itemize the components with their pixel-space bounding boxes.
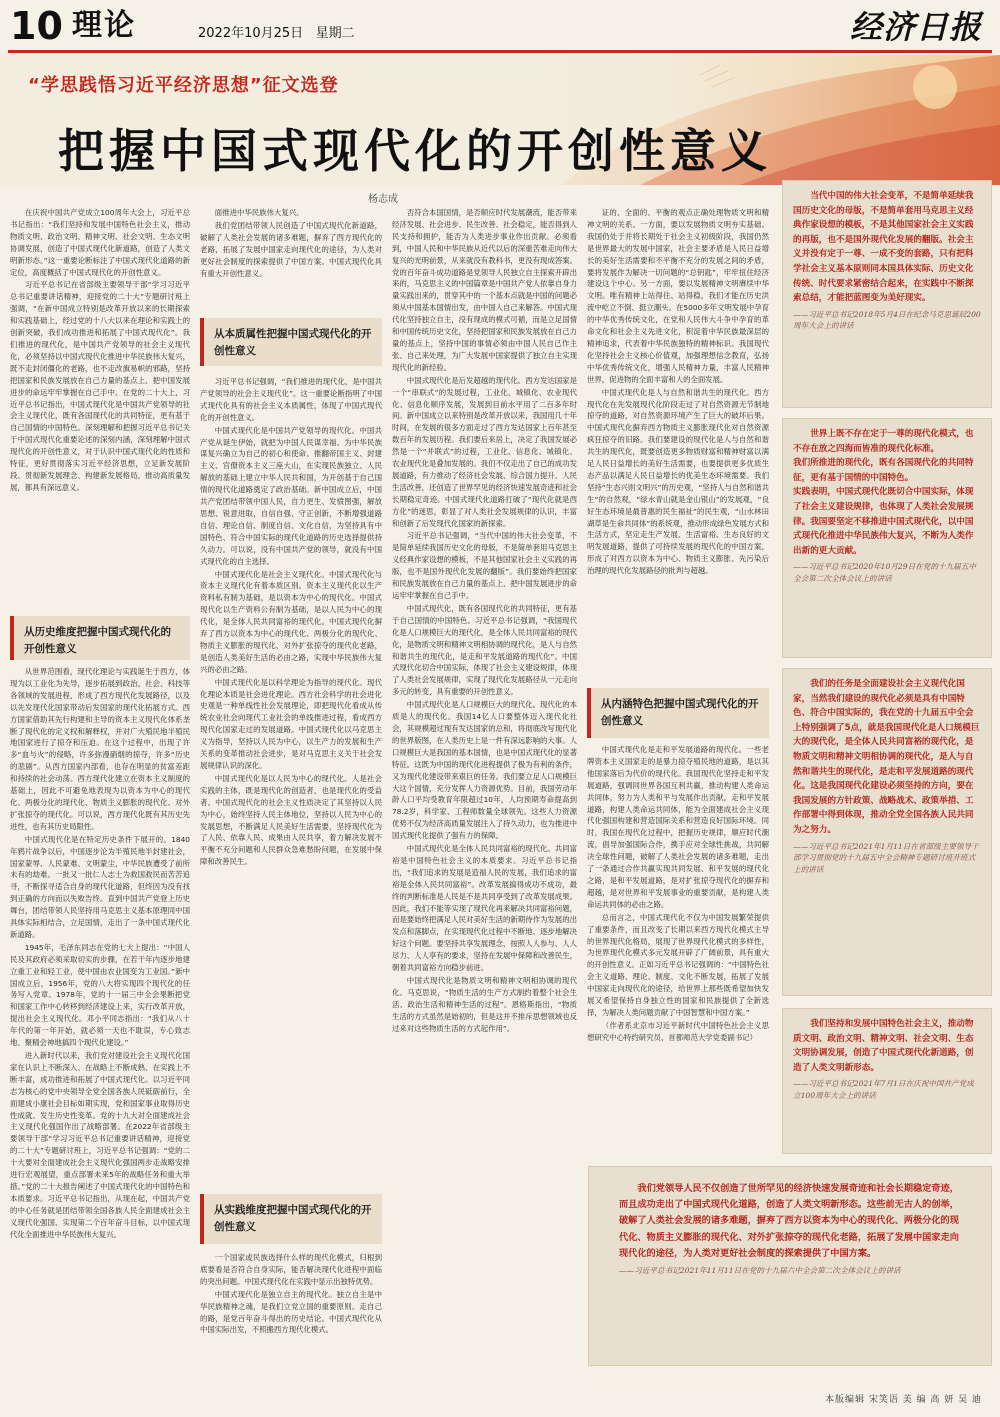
- paragraph: 中国式现代化是社会主义现代化。中国式现代化与资本主义现代化有着本质区别。资本主义现代化以生产资料私有制为基础，是以资本为中心的现代化。中国式现代化以生产资料公有制为基础，是以人民为中心的现代化，是全体人民共同富裕的现代化。中国式现代化摒弃了西方以资本为中心的现代化、两极分化的现代化、物质主义膨胀的现代化、对外扩张掠夺的现代化老路，是创造人类美好生活的必由之路，实现中华民族伟大复兴的必由之路。: [200, 569, 382, 674]
- paragraph: 否符合本国国情，是否顺应时代发展潮流，能否带来经济发展、社会进步、民生改善、社会稳定，能否得到人民支持和拥护，能否为人类进步事业作出贡献。必须看到，中国人民和中华民族从近代以后的深重苦难走向伟大复兴的光明前景，从来就没有教科书，更没有现成答案。党的百年奋斗成功道路是党领导人民独立自主探索开辟出来的，马克思主义的中国篇章是中国共产党人依靠自身力量实践出来的，贯穿其中的一个基本点就是中国的问题必须从中国基本国情出发，由中国人自己来解答。中国式现代化坚持独立自主，没有现成的模式可循，而是立足国情和中国传统历史文化，坚持把国家和民族发展放在自己力量的基点上，坚持中国的事情必须由中国人民自己作主张、自己来处理，为广大发展中国家提供了独立自主实现现代化的新经验。: [392, 208, 577, 372]
- article-column-2b: [200, 376, 382, 1184]
- quote-box-5: [588, 1166, 992, 1366]
- paragraph: 中国式现代化是以科学理论为指导的现代化。现代化理论本质是社会进化理论。西方社会科学的社会进化史观是一种单线性社会发展理论，即把现代化看成从传统农业社会向现代工业社会的单线推进过程，看成西方现代化国家走过的发展道路。中国式现代化以马克思主义为指导，坚持以人民为中心，以生产力的发展和生产关系的变革推动社会进步，是对马克思主义关于社会发展规律认识的深化。: [200, 677, 382, 770]
- paragraph: 证的、全面的、平衡的观点正确处理物质文明和精神文明的关系。一方面，要以发展物质文明夯实基础。我国仍处于并将长期处于社会主义初级阶段，我国仍然是世界最大的发展中国家，社会主要矛盾是人民日益增长的美好生活需要和不平衡不充分的发展之间的矛盾，要将发展作为解决一切问题的“总钥匙”，牢牢扭住经济建设这个中心。另一方面，要以发展精神文明赓续中华文明。唯有精神上站得住、站得稳，我们才能在历史洪流中屹立不倒、挺立潮头。在5000多年文明发展中孕育的中华优秀传统文化，在党和人民伟大斗争中孕育的革命文化和社会主义先进文化，积淀着中华民族最深层的精神追求，代表着中华民族独特的精神标识。我国现代化坚持社会主义核心价值观，加强理想信念教育，弘扬中华优秀传统文化，增强人民精神力量，丰富人民精神世界，促进物的全面丰富和人的全面发展。: [587, 208, 769, 384]
- subhead-essence: 从本质属性把握中国式现代化的开创性意义: [200, 318, 382, 366]
- quote-text: 我们党领导人民不仅创造了世所罕见的经济快速发展奇迹和社会长期稳定奇迹，而且成功走出了中国式现代化道路，创造了人类文明新形态。这些前无古人的创举，破解了人类社会发展的诸多难题，摒弃了西方以资本为中心的现代化、两极分化的现代化、物质主义膨胀的现代化、对外扩张掠夺的现代化老路，拓展了发展中国家走向现代化的途径，为人类对更好社会制度的探索提供了中国方案。: [619, 1183, 959, 1259]
- article-column-3: [392, 207, 577, 1404]
- masthead: [0, 0, 1000, 60]
- paragraph: 面推进中华民族伟大复兴。: [214, 208, 304, 217]
- top-rule: [8, 50, 992, 53]
- paragraph: 从世界范围看，现代化理论与实践诞生于西方，体现为以工业化为先导，逐步拓展到政治、社会、科技等各领域的发展进程，形成了西方现代化发展路径，以及以先发现代化国家带动后发国家的现代化拓展方式。西方国家借助其先行构建和主导的资本主义现代化体系垄断了现代化的定义权和解释权，并对广大殖民地半殖民地国家进行了掠夺和压迫。在这个过程中，出现了许多“血与火”的侵略，许多弥漫硝烟的掠夺，许多“历史的悲剧”。从西方国家内部看，也存在明显的贫富差距和持续的社会动荡。西方现代化建立在资本主义制度的基础上，因此不可避免地表现为以资本为中心的现代化、两极分化的现代化、物质主义膨胀的现代化、对外扩张掠夺的现代化。可以说，西方现代化既有其历史先进性，也有其历史局限性。: [10, 667, 190, 831]
- quote-text: 我们的任务是全面建设社会主义现代化国家，当然我们建设的现代化必须是具有中国特色、符合中国实际的，我在党的十九届五中全会上特别强调了5点，就是我国现代化是人口规模巨大的现代化，是全体人民共同富裕的现代化，是物质文明和精神文明相协调的现代化，是人与自然和谐共生的现代化，是走和平发展道路的现代化。这是我国现代化建设必须坚持的方向，要在我国发展的方针政策、战略战术、政策举措、工作部署中得到体现，推动全党全国各族人民共同为之努力。: [793, 679, 980, 835]
- quote-box-1: [782, 180, 992, 408]
- article-column-2: [200, 207, 382, 302]
- issue-date: [198, 22, 355, 41]
- section-name: 理论: [72, 8, 136, 43]
- page-number: 10: [10, 4, 63, 48]
- quote-box-4: [782, 1008, 992, 1154]
- quote-text: 世界上既不存在定于一尊的现代化模式，也不存在放之四海而皆准的现代化标准。 我们所推进的现代化，既有各国现代化的共同特征，更有基于国情的中国特色。 实践表明，中国式现代化既切合中国实际，体现了社会主义建设规律，也体现了人类社会发展规律。我国要坚定不移推进中国式现代化，以中国式现代化推进中华民族伟大复兴，不断为人类作出新的更大贡献。: [793, 429, 974, 556]
- article-column-2c: [200, 1252, 382, 1404]
- subhead-connotation: 从内涵特色把握中国式现代化的开创性意义: [587, 688, 769, 738]
- quote-box-2: [782, 418, 992, 658]
- paragraph: 中国式现代化是中国共产党领导的现代化。中国共产党从诞生伊始，就把为中国人民谋幸福、为中华民族谋复兴确立为自己的初心和使命。推翻帝国主义、封建主义、官僚资本主义三座大山，在实现民族独立、人民解放的基础上建立中华人民共和国，为开创基于自己国情的现代化道路奠定了政治基础。新中国成立后，中国共产党团结带领中国人民，自力更生、发愤图强，解放思想、锐意进取，自信自强、守正创新，不断增强道路自信、理论自信、制度自信、文化自信，为坚持具有中国特色、符合中国实际的现代化道路的历史选择提供持久动力。可以说，没有中国共产党的领导，就没有中国式现代化的自主选择。: [200, 425, 382, 566]
- quote-source: ——习近平总书记2020年10月29日在党的十九届五中全会第二次全体会议上的讲话: [793, 562, 976, 583]
- paragraph: 中国式现代化是物质文明和精神文明相协调的现代化。马克思说，“物质生活的生产方式制约着整个社会生活、政治生活和精神生活的过程”。恩格斯指出，“物质生活的方式虽然是始初的，但是这并不排斥思想领域也反过来对这些物质生活的方式起作用”。: [392, 976, 577, 1033]
- paragraph: 一个国家或民族选择什么样的现代化模式，归根到底要看是否符合自身实际，能否解决现代化进程中面临的突出问题。中国式现代化在实践中显示出独特优势。: [200, 1253, 382, 1286]
- paragraph: 中国式现代化是在特定历史条件下展开的。1840年鸦片战争以后，中国逐步沦为半殖民地半封建社会，国家蒙辱、人民蒙难、文明蒙尘，中华民族遭受了前所未有的劫难。一批又一批仁人志士为救国救民而苦苦追寻，不断探寻适合自身的现代化道路，但终因为没有找到正确的方向而以失败告终。直到中国共产党登上历史舞台，团结带领人民坚持用马克思主义基本原理同中国具体实际相结合，立足国情，走出了一条中国式现代化新道路。: [10, 834, 190, 939]
- paragraph: 中国式现代化，既有各国现代化的共同特征，更有基于自己国情的中国特色。习近平总书记强调，“我国现代化是人口规模巨大的现代化，是全体人民共同富裕的现代化，是物质文明和精神文明相协调的现代化，是人与自然和谐共生的现代化，是走和平发展道路的现代化”。中国式现代化切合中国实际，体现了社会主义建设规律，体现了人类社会发展规律，实现了现代化发展路径从一元走向多元的转变，具有重要的开创性意义。: [392, 603, 577, 697]
- subhead-practice: 从实践维度把握中国式现代化的开创性意义: [200, 1194, 382, 1244]
- quote-source: ——习近平总书记2018年5月4日在纪念马克思诞辰200周年大会上的讲话: [793, 309, 981, 331]
- banner: [0, 55, 1000, 185]
- quote-source: ——习近平总书记2021年7月1日在庆祝中国共产党成立100周年大会上的讲话: [793, 1079, 974, 1100]
- newspaper-logo: 经济日报: [849, 8, 982, 46]
- editor-credits: 本版编辑 宋笑语 美 编 高 妍 吴 迪: [824, 1395, 982, 1405]
- paragraph: 我们党团结带领人民创造了中国式现代化新道路，破解了人类社会发展的诸多难题，摒弃了西方现代化的老路，拓展了发展中国家走向现代化的途径，为人类对更好社会制度的探索提供了中国方案。中国式现代化具有重大开创性意义。: [200, 220, 382, 278]
- article-column-4: [587, 207, 769, 680]
- weekday: 星期二: [315, 26, 355, 41]
- paragraph: 中国式现代化是独立自主的现代化。独立自主是中华民族精神之魂，是我们立党立国的重要原则。走自己的路，是党百年奋斗得出的历史结论。中国式现代化从中国实际出发，不照搬西方现代化模式。: [200, 1289, 382, 1335]
- quote-box-3: [782, 668, 992, 996]
- paragraph: 中国式现代化是人与自然和谐共生的现代化。西方现代化在先发展现代化阶段走过了对自然资源无节制地掠夺的道路，对自然资源环境产生了巨大的破坏后果。中国式现代化摒弃西方物质主义膨胀现代化对自然资源疯狂掠夺的旧路。我们要建设的现代化是人与自然和谐共生的现代化，既要创造更多物质财富和精神财富以满足人民日益增长的美好生活需要，也要提供更多优质生态产品以满足人民日益增长的优美生态环境需要。我们坚持“生态兴则文明兴”的历史观，“坚持人与自然和谐共生”的自然观，“绿水青山就是金山银山”的发展观，“良好生态环境是最普惠的民生福祉”的民生观，“山水林田湖草是生命共同体”的系统观，推动形成绿色发展方式和生活方式，坚定走生产发展、生活富裕、生态良好的文明发展道路，提供了可持续发展的现代化的中国方案，形成了对西方以资本为中心、物质主义膨胀、先污染后治理的现代化发展路径的批判与超越。: [587, 387, 769, 576]
- quote-source: ——习近平总书记2021年1月11日在省部级主要领导干部学习贯彻党的十九届五中全会精神专题研讨班开班式上的讲话: [793, 841, 979, 874]
- paragraph: 中国式现代化是人口规模巨大的现代化。现代化的本质是人的现代化。我国14亿人口要整体迈入现代化社会，其规模超过现有发达国家的总和，将彻底改写现代化的世界版图，在人类历史上是一件有深远影响的大事。人口规模巨大是我国的基本国情，也是中国式现代化的显著特征。这既为中国的现代化进程提供了极为有利的条件，又为现代化建设带来艰巨的任务。我们要立足人口规模巨大这个国情，充分发挥人力资源优势。目前，我国劳动年龄人口平均受教育年限超过10年，人均预期寿命提高到78.2岁，科学家、工程师数量全球领先。这些人力资源优势不仅为经济高质量发展注入了持久动力，也为推进中国式现代化提供了强有力的保障。: [392, 700, 577, 841]
- paragraph: 1945年，毛泽东同志在党的七大上提出：“中国人民及其政府必须采取切实的步骤，在若干年内逐步地建立重工业和轻工业，使中国由农业国变为工业国。”新中国成立后，1956年，党的八大将实现四个现代化的任务写入党章。1978年，党的十一届三中全会果断把党和国家工作中心转移到经济建设上来，实行改革开放，提出社会主义现代化。邓小平同志指出：“我们从八十年代的第一年开始，就必须一天也不耽误，专心致志地、聚精会神地搞四个现代化建设。”: [10, 942, 190, 1048]
- article-column-1: [10, 207, 190, 607]
- date: 2022年10月25日: [198, 26, 304, 41]
- paragraph: 习近平总书记强调，“当代中国的伟大社会变革，不是简单延续我国历史文化的母版，不是简单套用马克思主义经典作家设想的模板，不是其他国家社会主义实践的再版，也不是国外现代化发展的翻版”。我们要始终把国家和民族发展放在自己力量的基点上、把中国发展进步的命运牢牢掌握在自己手中。: [392, 531, 577, 600]
- paragraph: 习近平总书记在省部级主要领导干部“学习习近平总书记重要讲话精神，迎接党的二十大”专题研讨班上强调，“在新中国成立特别是改革开放以来的长期探索和实践基础上，经过党的十八大以来在理论和实践上的创新突破，我们成功推进和拓展了中国式现代化”。我们推进的现代化，是中国共产党领导的社会主义现代化，必须坚持以中国式现代化推进中华民族伟大复兴，既不走封闭僵化的老路，也不走改旗易帜的邪路，坚持把国家和民族发展放在自己力量的基点上、把中国发展进步的命运牢牢掌握在自己手中。在党的二十大上，习近平总书记指出，中国式现代化是中国共产党领导的社会主义现代化，既有各国现代化的共同特征，更有基于自己国情的中国特色。深刻理解和把握习近平总书记关于中国式现代化重要论述的深刻内涵，深刻理解中国式现代化的开创性意义，对于认识中国式现代化的性质和特征，更好贯彻落实习近平经济思想，立足新发展阶段、贯彻新发展理念、构建新发展格局、推动高质量发展，都具有深远意义。: [10, 280, 190, 492]
- quote-source: ——习近平总书记2021年11月11日在党的十九届六中全会第二次全体会议上的讲话: [619, 1266, 901, 1276]
- byline: 杨志成: [368, 194, 398, 205]
- paragraph: 在庆祝中国共产党成立100周年大会上，习近平总书记指出：“我们坚持和发展中国特色社会主义，推动物质文明、政治文明、精神文明、社会文明、生态文明协调发展，创造了中国式现代化新道路，创造了人类文明新形态。”这一重要论断标注了中国式现代化道路的新定位，高度概括了中国式现代化的开创性意义。: [10, 208, 190, 277]
- headline: 把握中国式现代化的开创性意义: [58, 124, 772, 178]
- column-tag: “学思践悟习近平经济思想”征文选登: [28, 75, 339, 96]
- quote-text: 当代中国的伟大社会变革，不是简单延续我国历史文化的母版，不是简单套用马克思主义经典作家设想的模板，不是其他国家社会主义实践的再版，也不是国外现代化发展的翻版。社会主义并没有定于一尊、一成不变的套路，只有把科学社会主义基本原则同本国具体实际、历史文化传统、时代要求紧密结合起来，在实践中不断探索总结，才能把蓝图变为美好现实。: [793, 191, 974, 304]
- paragraph: 中国式现代化是后发超越的现代化。西方发达国家是一个“串联式”的发展过程，工业化、城镇化、农业现代化、信息化顺序发展，发展到目前水平用了二百多年时间。新中国成立以来特别是改革开放以来，我国用几十年时间，在发展的很多方面走过了西方发达国家上百年甚至数百年的发展历程。我们要后来居上，决定了我国发展必然是一个“并联式”的过程，工业化、信息化、城镇化、农业现代化是叠加发展的。我们不仅走出了自己的成功发展道路，有力推动了经济社会发展、综合国力提升、人民生活改善，还创造了世界罕见的经济快速发展奇迹和社会长期稳定奇迹。中国式现代化道路打破了“现代化就是西方化”的迷思，彰显了对人类社会发展规律的认识，丰富和创新了后发现代化国家的新探索。: [392, 375, 577, 528]
- paragraph: 中国式现代化是以人民为中心的现代化。人是社会实践的主体，既是现代化的创造者，也是现代化的受益者。中国式现代化的社会主义性质决定了其坚持以人民为中心，始终坚持人民主体地位，坚持以人民为中心的发展思想，不断满足人民美好生活需要，坚持现代化为了人民、依靠人民、成果由人民共享，着力解决发展不平衡不充分问题和人民群众急难愁盼问题，在发展中保障和改善民生。: [200, 773, 382, 867]
- subhead-history: 从历史维度把握中国式现代化的开创性意义: [10, 616, 190, 660]
- quote-text: 我们坚持和发展中国特色社会主义，推动物质文明、政治文明、精神文明、社会文明、生态文明协调发展，创造了中国式现代化新道路，创造了人类文明新形态。: [793, 1019, 974, 1073]
- paragraph: 习近平总书记强调，“我们推进的现代化，是中国共产党领导的社会主义现代化”。这一重要论断指明了中国式现代化具有的社会主义本质属性，体现了中国式现代化的开创性意义。: [200, 377, 382, 422]
- paragraph: 中国式现代化是走和平发展道路的现代化。一些老牌资本主义国家走的是暴力掠夺殖民地的道路，是以其他国家落后为代价的现代化。我国现代化坚持走和平发展道路，强调同世界各国互利共赢，推动构建人类命运共同体，努力为人类和平与发展作出贡献。走和平发展道路，构建人类命运共同体，能为全面建成社会主义现代化强国构建和营造国际关系和营造良好国际环境。同时，我国在现代化过程中，把握历史规律，顺应时代潮流，倡导加强国际合作，携手应对全球性挑战，共同解决全球性问题，破解了人类社会发展的诸多难题，走出了一条通过合作共赢实现共同发展、和平发展的现代化之路，是和平发展道路，是对扩张掠夺现代化的摒弃和超越，是对世界和平发展事业的重要贡献，是构建人类命运共同体的必由之路。: [587, 745, 769, 909]
- paragraph: 中国式现代化是全体人民共同富裕的现代化。共同富裕是中国特色社会主义的本质要求。习近平总书记指出，“我们追求的发展是造福人民的发展，我们追求的富裕是全体人民共同富裕”。改革发展搞得成功不成功，最终的判断标准是人民是不是共同享受到了改革发展成果。因此，我们不能等实现了现代化再来解决共同富裕问题，而是要始终把满足人民对美好生活的新期待作为发展的出发点和落脚点，在实现现代化过程中不断地、逐步地解决好这个问题。要坚持共享发展理念，按照人人参与、人人尽力、人人享有的要求，坚持在发展中保障和改善民生，朝着共同富裕方向稳步前进。: [392, 844, 577, 973]
- paragraph: 进入新时代以来，我们党对建设社会主义现代化国家在认识上不断深入、在战略上不断成熟、在实践上不断丰富，成功推进和拓展了中国式现代化。以习近平同志为核心的党中央领导全党全国各族人民砥砺前行，全面建成小康社会目标如期实现，党和国家事业取得历史性成就、发生历史性变革。党的十九大对全面建成社会主义现代化强国作出了战略部署。在2022年省部级主要领导干部“学习习近平总书记重要讲话精神，迎接党的二十大”专题研讨班上，习近平总书记强调：“党的二十大要对全面建成社会主义现代化强国两步走战略安排进行宏观展望，重点部署未来5年的战略任务和重大举措。”党的二十大报告阐述了中国式现代化的中国特色和本质要求。习近平总书记指出，从现在起，中国共产党的中心任务就是团结带领全国各族人民全面建成社会主义现代化强国、实现第二个百年奋斗目标，以中国式现代化全面推进中华民族伟大复兴。: [10, 1051, 190, 1239]
- article-column-1b: [10, 666, 190, 1404]
- author-note: （作者系北京市习近平新时代中国特色社会主义思想研究中心特约研究员、首都师范大学党委副书记）: [587, 1020, 769, 1042]
- paragraph: 总而言之，中国式现代化不仅为中国发展繁荣提供了重要条件，而且改变了长期以来西方现代化模式主导的世界现代化格局，展现了世界现代化模式的多样性，为世界现代化模式多元发展开辟了广阔前景，具有重大的开创性意义。正如习近平总书记强调的：“中国特色社会主义道路、理论、制度、文化不断发展，拓展了发展中国家走向现代化的途径，给世界上那些既希望加快发展又希望保持自身独立性的国家和民族提供了全新选择，为解决人类问题贡献了中国智慧和中国方案。”: [587, 912, 769, 1017]
